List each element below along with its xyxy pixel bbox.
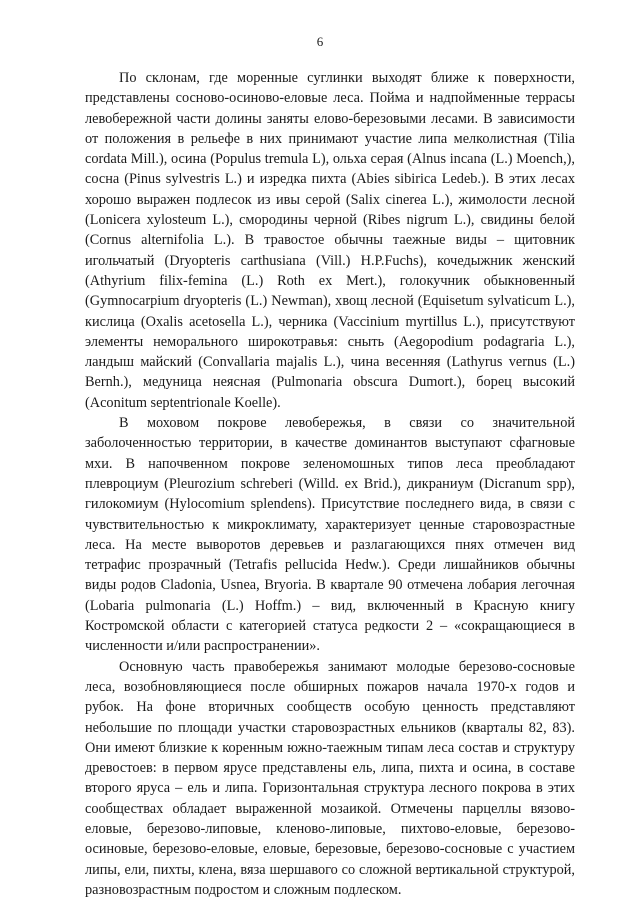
paragraph-moss-cover: В моховом покрове левобережья, в связи со значительной заболоченностью территории, в качестве доминантов выступают сфагновые мхи. В напочвенном покрове зеленомошных типов леса преобладают плевроциум (Pleurozium schreberi (Willd. ex Brid.), дикраниум (Dicranum spp), гилокомиум (Hylocomium splendens). Присутствие последнего вида, в связи с чувствительностью к микроклимату, характеризует ценные старовозрастные леса. На месте выворотов деревьев и разлагающихся пнях отмечен вид тетрафис прозрачный (Tetrafis pellucida Hedw.). Среди лишайников обычны виды родов Cladonia, Usnea, Bryoria. В квартале 90 отмечена лобария легочная (Lobaria pulmonaria (L.) Hoffm.) – вид, включенный в Красную книгу Костромской области с категорией статуса редкости 2 – «сокращающиеся в численности и/или распространении».: [85, 415, 575, 655]
body-text: [85, 68, 575, 900]
paragraph-right-bank: Основную часть правобережья занимают молодые березово-сосновые леса, возобновляющиеся после обширных пожаров начала 1970-х годов и рубок. На фоне вторичных сообществ особую ценность представляют небольшие по площади участки старовозрастных ельников (кварталы 82, 83). Они имеют близкие к коренным южно-таежным типам леса состав и структуру древостоев: в первом ярусе представлены ель, липа, пихта и осина, в составе второго яруса – ель и липа. Горизонтальная структура лесного покрова в этих сообществах обладает выраженной мозаикой. Отмечены парцеллы вязово-еловые, березово-липовые, кленово-липовые, пихтово-еловые, березово-осиновые, березово-еловые, еловые, березовые, березово-сосновые с участием липы, ели, пихты, клена, вяза шершавого со сложной вертикальной структурой, разновозрастным подростом и сложным подлеском.: [85, 658, 575, 898]
page-number: 6: [316, 34, 324, 49]
paragraph-forest-composition: По склонам, где моренные суглинки выходят ближе к поверхности, представлены сосново-осиново-еловые леса. Пойма и надпойменные террасы левобережной части долины заняты елово-березовыми лесами. В зависимости от положения в рельефе в них принимают участие липа мелколистная (Tilia cordata Mill.), осина (Populus tremula L), ольха серая (Alnus incana (L.) Moench,), сосна (Pinus sylvestris L.) и изредка пихта (Abies sibirica Ledeb.). В этих лесах хорошо выражен подлесок из ивы серой (Salix cinerea L.), жимолости лесной (Lonicera xylosteum L.), смородины черной (Ribes nigrum L.), свидины белой (Cornus alternifolia L.). В травостое обычны таежные виды – щитовник игольчатый (Dryopteris carthusiana (Vill.) H.P.Fuchs), кочедыжник женский (Athyrium filix-femina (L.) Roth ex Mert.), голокучник обыкновенный (Gymnocarpium dryopteris (L.) Newman), хвощ лесной (Equisetum sylvaticum L.), кислица (Oxalis acetosella L.), черника (Vaccinium myrtillus L.), присутствуют элементы неморального широкотравья: сныть (Aegopodium podagraria L.), ландыш майский (Convallaria majalis L.), чина весенняя (Lathyrus vernus (L.) Bernh.), медуница неясная (Pulmonaria obscura Dumort.), борец высокий (Aconitum septentrionale Koelle).: [85, 70, 575, 411]
